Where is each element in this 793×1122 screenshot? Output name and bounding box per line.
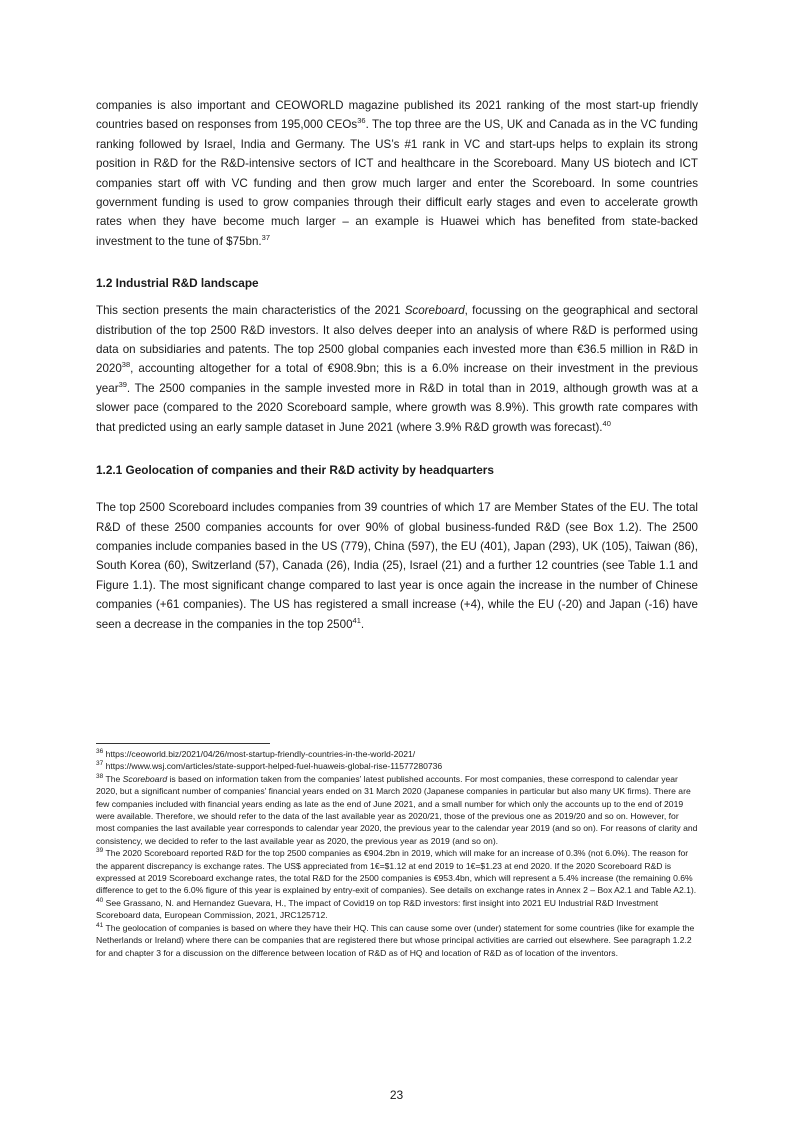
footnote-ref: 38 [121,360,131,370]
footnote-ref: 40 [602,418,611,428]
text-run: See Grassano, N. and Hernandez Guevara, H., The impact of Covid19 on top R&D investors: first insight into 2021 EU Industrial R&D Investment Scoreboard data, European Commission, 2021, JRC125712. [96,897,659,921]
footnote-ref: 38 [96,772,104,780]
text-run: https://www.wsj.com/articles/state-support-helped-fuel-huaweis-global-rise-11577280736 [103,761,443,772]
main-content [96,94,698,634]
footnote-ref: 39 [96,847,104,855]
text-run: The 2020 Scoreboard reported R&D for the top 2500 companies as €904.2bn in 2019, which will make for an increase of 0.3% (not 6.0%). The reason for the apparent discrepancy is exchange rates. The US$ appreciated from 1€=$1.12 at end 2019 to 1€=$1.23 at end 2020. If the 2020 Scoreboard R&D is expressed at 2019 Scoreboard exchange rates, the total R&D for the 2500 companies is €953.4bn, which will represent a 5.4% increase (the remaining 0.6% difference to get to the 6.0% figure of this year is explained by entry-exit of companies). See details on exchange rates in Annex 2 – Box A2.1 and Table A2.1). [96,848,697,896]
footnote-ref: 39 [118,380,127,390]
section-heading-1-2-1: 1.2.1 Geolocation of companies and their R&D activity by headquarters [96,463,494,478]
footnote-ref: 37 [96,760,104,768]
text-run: companies is also important and CEOWORLD magazine published its 2021 ranking of the most start-up friendly countries based on responses from 195,000 CEOs [96,99,698,132]
text-run: , focussing on the geographical and sectoral distribution of the top 2500 R&D investors. It also delves deeper into an analysis of where R&D is performed using data on subsidiaries and patents. The top 2500 global companies each invested more than €36.5 million in R&D in 2020 [96,304,698,376]
footnote-37 [96,760,698,772]
footnote-ref: 41 [96,921,104,929]
footnote-40 [96,897,698,922]
text-run: . The 2500 companies in the sample invested more in R&D in total than in 2019, although growth was at a slower pace (compared to the 2020 Scoreboard sample, where growth was 8.9%). This growth rate compares with that predicted using an early sample dataset in June 2021 (where 3.9% R&D growth was forecast). [96,381,698,434]
text-run: The top 2500 Scoreboard includes companies from 39 countries of which 17 are Member States of the EU. The total R&D of these 2500 companies accounts for over 90% of global business-funded R&D (see Box 1.2). The 2500 companies include companies based in the US (779), China (597), the EU (401), Japan (293), UK (105), Taiwan (86), South Korea (60), Switzerland (57), Canada (26), India (25), Israel (21) and a further 12 countries (see Table 1.1 and Figure 1.1). The most significant change compared to last year is once again the increase in the number of Chinese companies (+61 companies). The US has registered a small increase (+4), while the EU (-20) and Japan (-16) have seen a decrease in the companies in the top 2500 [96,501,698,631]
landscape-paragraph [96,301,698,437]
text-run: The [103,773,123,784]
intro-paragraph [96,96,698,251]
page-number: 23 [389,1088,404,1102]
footnote-separator [96,743,270,744]
footnote-ref: 40 [96,897,104,905]
footnote-36 [96,748,698,760]
footnote-39 [96,847,698,897]
footnote-38 [96,773,698,847]
text-run: , accounting altogether for a total of €908.9bn; this is a 6.0% increase on their investment in the previous year [96,362,698,395]
footnote-41 [96,922,698,959]
text-run: https://ceoworld.biz/2021/04/26/most-startup-friendly-countries-in-the-world-2021/ [103,749,416,759]
text-run: . The top three are the US, UK and Canada as in the VC funding ranking followed by Israel, India and Germany. The US’s #1 rank in VC and start-ups helps to explain its strong position in R&D for the R&D-intensive sectors of ICT and healthcare in the Scoreboard. Many US biotech and ICT companies start off with VC funding and then grow much larger and enter the Scoreboard. In some countries government funding is used to grow companies through their difficult early stages and even to accelerate growth rates when they have become much larger – an example is Huawei which has benefited from state-backed investment to the tune of $75bn. [96,118,698,248]
italic-text: Scoreboard [404,304,465,318]
text-run: . [360,617,365,631]
footnote-ref: 36 [96,748,104,756]
footnotes [96,743,698,959]
section-heading-1-2: 1.2 Industrial R&D landscape [96,276,259,291]
footnote-ref: 41 [352,615,361,625]
italic-text: Scoreboard [122,773,168,784]
text-run: is based on information taken from the companies’ latest published accounts. For most companies, these correspond to calendar year 2020, but a significant number of companies’ financial years ended on 31 March 2020 (Japanese companies in particular but also many UK firms). There are few companies included with financial years ending as late as the end of June 2021, and a small number for which only the accounts up to the end of 2019 were available. Therefore, we should refer to the data of the last available year as 2020/21, those of the previous one as 2019/20 and so on. However, for most companies the last available year corresponds to calendar year 2020, the previous year to the calendar year 2019 (and so on). For reasons of clarity and consistency, we decided to refer to the last available year as 2020, the previous year as 2019 (and so on). [96,773,698,846]
footnote-ref: 36 [357,116,366,126]
text-run: The geolocation of companies is based on where they have their HQ. This can cause some over (under) statement for some countries (like for example the Netherlands or Ireland) where there can be companies that are registered there but whose principal activities are carried out elsewhere. See paragraph 1.2.2 for and chapter 3 for a discussion on the difference between location of R&D as of HQ and location of R&D as of location of the inventors. [96,922,695,958]
text-run: This section presents the main characteristics of the 2021 [96,304,405,318]
footnote-ref: 37 [261,232,270,242]
geolocation-paragraph [96,498,698,634]
